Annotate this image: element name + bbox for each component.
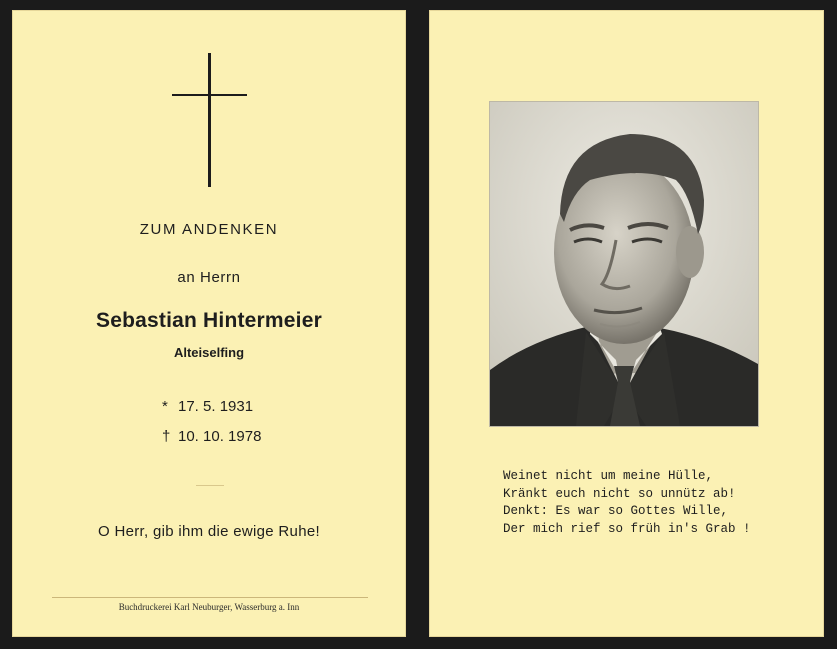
verse-line: Weinet nicht um meine Hülle, — [503, 469, 714, 483]
birth-date-line — [162, 398, 253, 415]
printer-imprint: Buchdruckerei Karl Neuburger, Wasserburg a. Inn — [118, 602, 300, 612]
prayer: O Herr, gib ihm die ewige Ruhe! — [98, 523, 320, 540]
salutation: an Herrn — [177, 269, 241, 286]
footer-rule — [52, 597, 368, 598]
verse-line: Der mich rief so früh in's Grab ! — [503, 521, 751, 536]
home-place: Alteiselfing — [173, 345, 245, 360]
memorial-card-back — [429, 10, 824, 637]
death-date: 10. 10. 1978 — [178, 428, 262, 445]
death-date-line — [162, 428, 261, 445]
divider — [196, 485, 224, 486]
memorial-verse — [503, 468, 751, 538]
deceased-name: Sebastian Hintermeier — [96, 309, 322, 332]
birth-symbol: * — [162, 398, 168, 415]
birth-date: 17. 5. 1931 — [178, 398, 254, 415]
verse-line: Denkt: Es war so Gottes Wille, — [503, 504, 729, 518]
memorial-card-front — [12, 10, 406, 637]
heading: ZUM ANDENKEN — [139, 221, 279, 238]
portrait-photo — [490, 102, 758, 426]
verse-line: Kränkt euch nicht so unnütz ab! — [503, 486, 736, 501]
death-symbol: † — [162, 428, 171, 445]
